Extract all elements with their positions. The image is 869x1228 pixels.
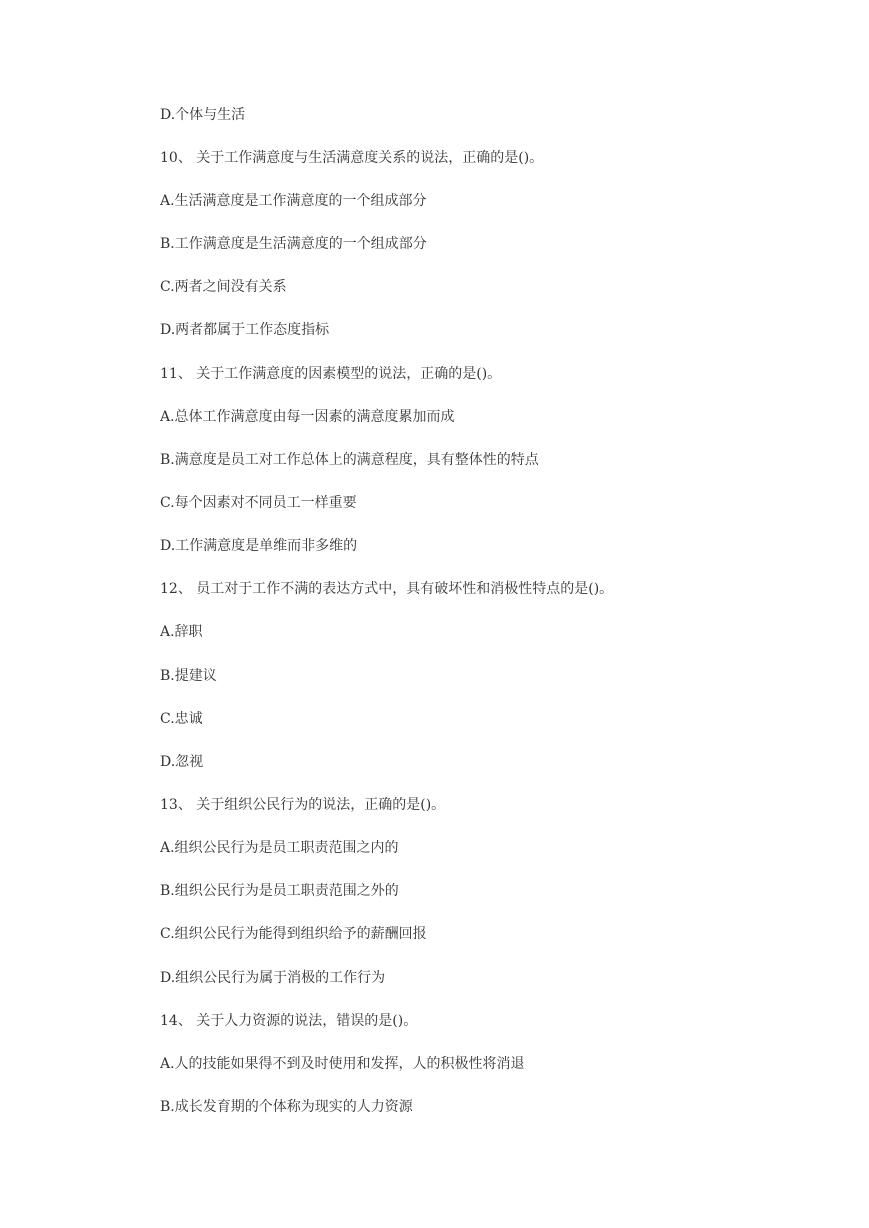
option-line: C.每个因素对不同员工一样重要 — [160, 495, 357, 511]
option-line: D.两者都属于工作态度指标 — [160, 322, 330, 338]
option-line: B.工作满意度是生活满意度的一个组成部分 — [160, 236, 427, 252]
option-line: B.组织公民行为是员工职责范围之外的 — [160, 883, 399, 899]
option-line: A.总体工作满意度由每一因素的满意度累加而成 — [160, 409, 455, 425]
question-line: 12、 员工对于工作不满的表达方式中，具有破坏性和消极性特点的是()。 — [160, 581, 614, 597]
option-line: B.满意度是员工对工作总体上的满意程度，具有整体性的特点 — [160, 452, 539, 468]
option-line: C.忠诚 — [160, 711, 203, 727]
option-line: A.生活满意度是工作满意度的一个组成部分 — [160, 193, 427, 209]
option-line: D.组织公民行为属于消极的工作行为 — [160, 970, 386, 986]
option-line: D.工作满意度是单维而非多维的 — [160, 538, 358, 554]
option-line: D.个体与生活 — [160, 107, 246, 123]
option-line: A.人的技能如果得不到及时使用和发挥，人的积极性将消退 — [160, 1056, 525, 1072]
question-line: 14、 关于人力资源的说法，错误的是()。 — [160, 1013, 418, 1029]
question-line: 10、 关于工作满意度与生活满意度关系的说法，正确的是()。 — [160, 150, 544, 166]
option-line: D.忽视 — [160, 754, 204, 770]
option-line: A.辞职 — [160, 624, 203, 640]
option-line: B.提建议 — [160, 668, 217, 684]
question-line: 13、 关于组织公民行为的说法，正确的是()。 — [160, 797, 446, 813]
option-line: B.成长发育期的个体称为现实的人力资源 — [160, 1099, 413, 1115]
option-line: C.组织公民行为能得到组织给予的薪酬回报 — [160, 926, 427, 942]
question-line: 11、 关于工作满意度的因素模型的说法，正确的是()。 — [160, 366, 502, 382]
option-line: A.组织公民行为是员工职责范围之内的 — [160, 840, 399, 856]
option-line: C.两者之间没有关系 — [160, 279, 287, 295]
